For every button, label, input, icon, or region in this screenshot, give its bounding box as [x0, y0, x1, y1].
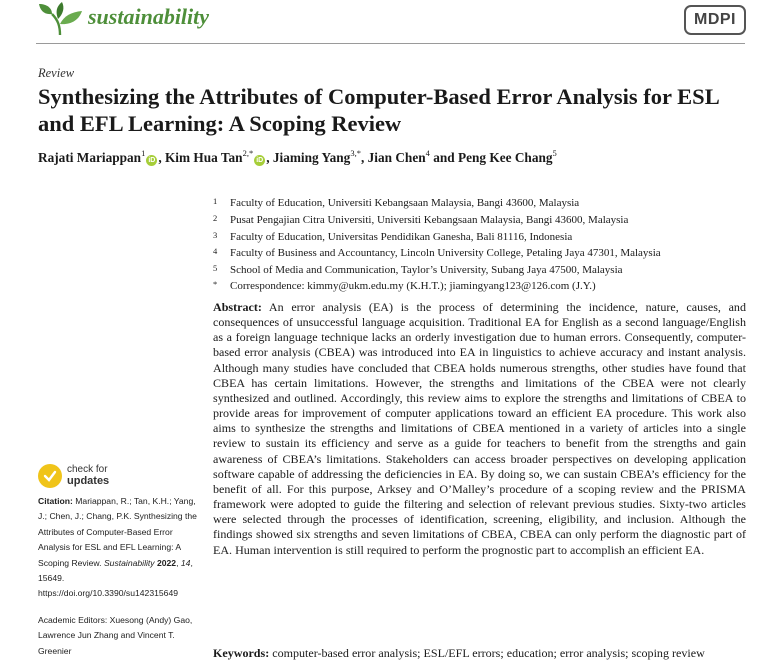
- article-type: Review: [38, 66, 75, 80]
- check-updates-icon: [38, 464, 62, 488]
- affiliation-number: 3: [213, 230, 218, 240]
- author-affiliation-marker: 5: [552, 148, 557, 158]
- citation-journal: Sustainability: [103, 557, 155, 568]
- citation-label: Citation:: [38, 496, 73, 506]
- affiliation-text: Correspondence: kimmy@ukm.edu.my (K.H.T.); jiamingyang123@126.com (J.Y.): [230, 280, 596, 292]
- affiliation-text: Faculty of Education, Universitas Pendidikan Ganesha, Bali 81116, Indonesia: [230, 231, 573, 243]
- author-name: Jiaming Yang: [272, 150, 351, 165]
- check-for-updates-button[interactable]: [38, 464, 178, 494]
- orcid-icon[interactable]: iD: [256, 157, 264, 164]
- journal-name: sustainability: [88, 4, 210, 29]
- affiliation-item: [213, 213, 628, 226]
- citation-year: 2022: [156, 557, 177, 568]
- affiliation-number: 2: [213, 213, 218, 223]
- affiliation-number: 4: [213, 246, 218, 256]
- affiliation-number: 5: [213, 263, 218, 273]
- citation-text: Mariappan, R.; Tan, K.H.; Yang, J.; Chen, J.; Chang, P.K. Synthesizing the Attributes of Computer-Based Error Analysis for ESL and EFL Learning: A Scoping Review.: [38, 496, 197, 568]
- affiliation-text: Faculty of Business and Accountancy, Lincoln University College, Petaling Jaya 47301, Malaysia: [230, 247, 661, 259]
- keywords-label: Keywords:: [213, 646, 270, 660]
- publisher-logo[interactable]: MDPI: [684, 5, 746, 35]
- author-separator: ,: [360, 150, 368, 165]
- author-separator: ,: [158, 150, 165, 165]
- affiliation-number: *: [213, 279, 218, 289]
- author-name: Jian Chen: [367, 150, 426, 165]
- article-title: Synthesizing the Attributes of Computer-Based Error Analysis for ESL and EFL Learning: A Scoping Review: [38, 84, 719, 136]
- keywords-text: computer-based error analysis; ESL/EFL errors; education; error analysis; scoping review: [272, 646, 705, 660]
- citation-pages: 15649.: [38, 573, 65, 584]
- academic-editors: Academic Editors: Xuesong (Andy) Gao, Lawrence Jun Zhang and Vincent T. Greenier: [38, 615, 193, 656]
- keywords: [213, 646, 773, 661]
- affiliation-text: Faculty of Education, Universiti Kebangsaan Malaysia, Bangi 43600, Malaysia: [230, 197, 580, 209]
- abstract-label: Abstract:: [213, 300, 262, 314]
- affiliation-item: [213, 263, 623, 276]
- journal-logo-icon: [38, 2, 84, 36]
- affiliation-text: Pusat Pengajian Citra Universiti, Universiti Kebangsaan Malaysia, Bangi 43600, Malaysia: [230, 214, 629, 226]
- author-affiliation-marker: 4: [425, 148, 430, 158]
- author-separator: and: [429, 150, 458, 165]
- author-name: Peng Kee Chang: [457, 150, 553, 165]
- check-updates-line1: check for: [67, 464, 108, 475]
- abstract-text: An error analysis (EA) is the process of determining the incidence, nature, causes, and consequences of unsuccessful language acquisition. Traditional EA for English as a second language/English as a foreign language technique lacks an orderly investigation due to human errors. Consequently, computer-based error analysis (CBEA) was introduced into EA in linguistics to achieve accuracy and instant analysis. Although many studies have concluded that CBEA holds numerous strengths, other studies have found that CBEA has certain limitations. However, the strengths and limitations of the CBEA were not clearly synthesized and outlined. Accordingly, this review aims to explore the strengths and limitations of CBEA to provide areas for improvement of computer applications toward an efficient EA procedure. This work also aims to synthesize the strengths and limitations of CBEA mentioned in a variety of articles into a single review to sustain its efficiency and serve as a guide for teachers to benefit from the strengths and gain awareness of CBEA’s limitations. Stakeholders can access broader perspectives on developing application software capable of addressing the deficiencies in EA. By doing so, we can sustain CBEA’s efficiency for the benefit of all. For this purpose, Arksey and O’Malley’s procedure of a scoping review and the PRISMA framework were adopted to guide the filtering and selection of relevant previous studies. Sixty-two articles were selected through the processes of identification, screening, eligibility, and inclusion. Although the findings showed six strengths and seven limitations of CBEA, CBEA can only perform the diagnostic part of EA. Human intervention is still required to perform the prognostic part to accomplish an efficient EA.: [213, 300, 746, 557]
- author-affiliation-marker: 1: [141, 148, 146, 158]
- author-affiliation-marker: 2,*: [242, 148, 254, 158]
- author-name: Rajati Mariappan: [38, 150, 142, 165]
- citation-doi-link[interactable]: https://doi.org/10.3390/su142315649: [38, 588, 179, 599]
- abstract: [213, 300, 746, 558]
- check-updates-line2: updates: [67, 475, 110, 487]
- citation: Citation: Mariappan, R.; Tan, K.H.; Yang, J.; Chen, J.; Chang, P.K. Synthesizing the Attributes of Computer-Based Error Analysis for ESL and EFL Learning: A Scoping Review. Sustainability 2022, 14, 15649. https://doi.org/10.3390/su142315649: [38, 496, 197, 599]
- affiliation-item: [213, 230, 572, 243]
- author-list: [38, 148, 557, 166]
- affiliation-number: 1: [213, 196, 218, 206]
- affiliation-item: [213, 246, 661, 259]
- author-separator: ,: [266, 150, 273, 165]
- orcid-icon[interactable]: iD: [148, 157, 156, 164]
- affiliation-item: [213, 279, 596, 292]
- affiliation-text: School of Media and Communication, Taylor’s University, Subang Jaya 47500, Malaysia: [230, 264, 623, 276]
- affiliation-item: [213, 196, 579, 209]
- author-name: Kim Hua Tan: [164, 150, 243, 165]
- header-divider: [36, 43, 745, 44]
- author-affiliation-marker: 3,*: [350, 148, 361, 158]
- citation-volume: 14: [180, 557, 191, 568]
